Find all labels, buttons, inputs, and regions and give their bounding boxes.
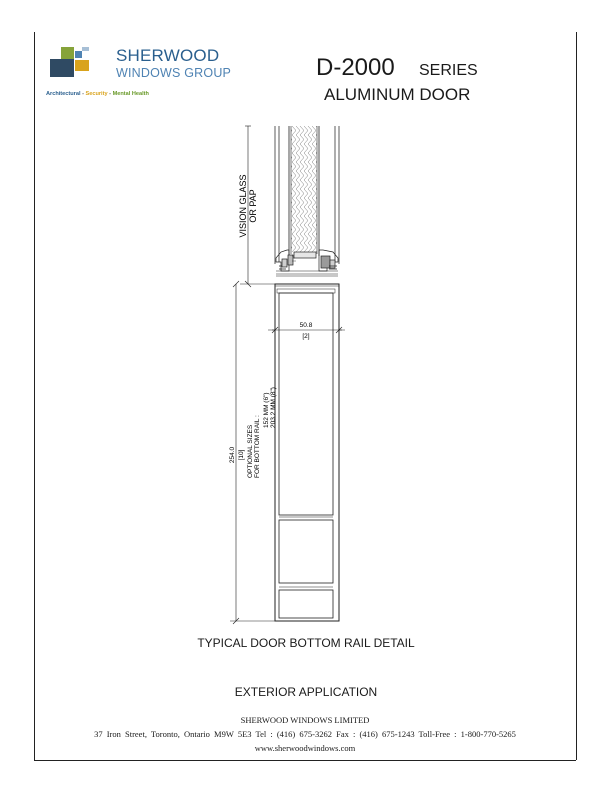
footer-company: SHERWOOD WINDOWS LIMITED: [240, 715, 370, 725]
tagline-separator: -: [80, 91, 86, 97]
vision-glass-label-2: OR PAP: [248, 189, 258, 223]
document-title-series: SERIES: [419, 62, 478, 79]
optional-sizes-label: OPTIONAL SIZES: [247, 424, 254, 478]
tagline-mental-health: Mental Health: [112, 91, 149, 97]
application-caption: EXTERIOR APPLICATION: [234, 685, 378, 699]
glass-panel: [289, 126, 319, 256]
detail-caption: TYPICAL DOOR BOTTOM RAIL DETAIL: [197, 636, 415, 650]
height-dimension-mm: 254.0: [229, 446, 236, 464]
width-dimension-mm: 50.8: [299, 322, 313, 329]
document-subtitle: ALUMINUM DOOR: [324, 85, 471, 104]
tagline-security: Security: [85, 91, 108, 97]
height-dimension-in: [10]: [238, 449, 245, 461]
glazing-stops: [276, 250, 338, 276]
optional-size-203: 203.2 MM (8"): [270, 387, 277, 428]
brand-group: WINDOWS GROUP: [116, 66, 232, 80]
optional-size-152: 152 MM (6"): [263, 392, 270, 428]
brand-name: SHERWOOD: [116, 46, 220, 65]
vision-glass-label: VISION GLASS: [238, 174, 248, 238]
width-dimension-in: [2]: [302, 333, 310, 340]
optional-sizes-label-2: FOR BOTTOM RAIL :: [254, 415, 261, 478]
tagline-architectural: Architectural: [46, 91, 81, 97]
footer-address: 37 Iron Street, Toronto, Ontario M9W 5E3 Tel : (416) 675-3262 Fax : (416) 675-1243 Toll-Free : 1-800-770-5265: [94, 729, 516, 739]
tagline-separator: -: [107, 91, 113, 97]
footer-website: www.sherwoodwindows.com: [254, 743, 356, 753]
document-title: D-2000: [316, 54, 395, 81]
